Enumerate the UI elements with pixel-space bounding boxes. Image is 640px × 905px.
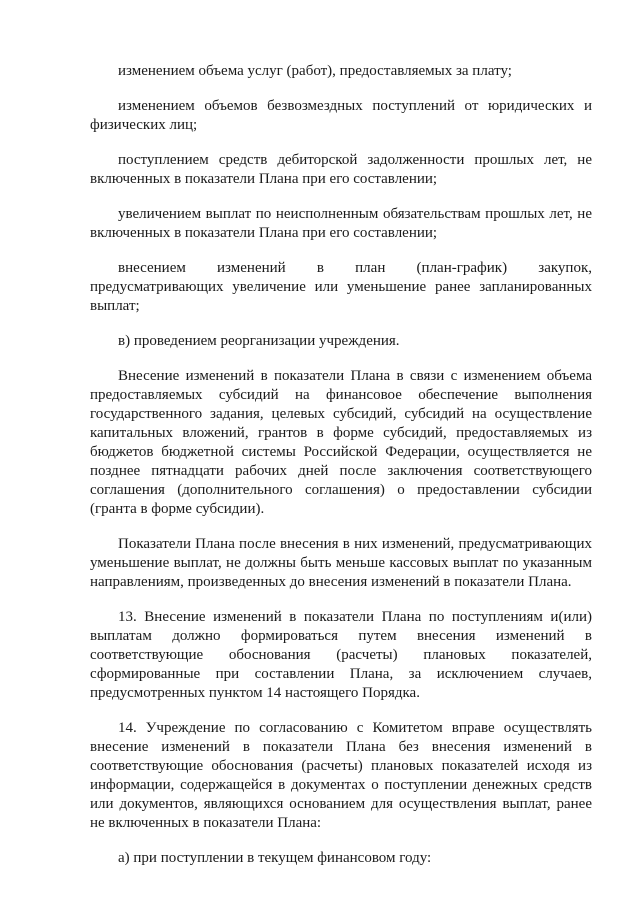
paragraph-unfulfilled-obligations: увеличением выплат по неисполненным обязательствам прошлых лет, не включенных в показатели Плана при его составлении; — [90, 206, 592, 241]
document-page — [90, 62, 592, 884]
paragraph-gratuitous-receipts: изменением объемов безвозмездных поступлений от юридических и физических лиц; — [90, 98, 592, 133]
paragraph-reduction-limit: Показатели Плана после внесения в них изменений, предусматривающих уменьшение выплат, не должны быть меньше кассовых выплат по указанным направлениям, произведенных до внесения изменений в показатели Плана. — [90, 536, 592, 590]
paragraph-reorganization: в) проведением реорганизации учреждения. — [118, 333, 400, 349]
paragraph-procurement-plan: внесением изменений в план (план-график) закупок, предусматривающих увеличение или уменьшение ранее запланированных выплат; — [90, 260, 592, 314]
paragraph-receivables: поступлением средств дебиторской задолженности прошлых лет, не включенных в показатели Плана при его составлении; — [90, 152, 592, 187]
paragraph-item-14: 14. Учреждение по согласованию с Комитетом вправе осуществлять внесение изменений в показатели Плана без внесения изменений в соответствующие обоснования (расчеты) плановых показателей исходя из информации, содержащейся в документах о поступлении денежных средств или документов, являющихся основанием для осуществления выплат, ранее не включенных в показатели Плана: — [90, 720, 592, 831]
paragraph-item-13: 13. Внесение изменений в показатели Плана по поступлениям и(или) выплатам должно формироваться путем внесения изменений в соответствующие обоснования (расчеты) плановых показателей, сформированные при составлении Плана, за исключением случаев, предусмотренных пунктом 14 настоящего Порядка. — [90, 609, 592, 701]
paragraph-services-change: изменением объема услуг (работ), предоставляемых за плату; — [118, 63, 512, 79]
paragraph-item-14a: а) при поступлении в текущем финансовом году: — [118, 850, 432, 866]
paragraph-subsidies-change: Внесение изменений в показатели Плана в связи с изменением объема предоставляемых субсидий на финансовое обеспечение выполнения государственного задания, целевых субсидий, субсидий на осуществление капитальных вложений, грантов в форме субсидий, предоставляемых из бюджетов бюджетной системы Российской Федерации, осуществляется не позднее пятнадцати рабочих дней после заключения соответствующего соглашения (дополнительного соглашения) о предоставлении субсидии (гранта в форме субсидии). — [90, 368, 592, 517]
